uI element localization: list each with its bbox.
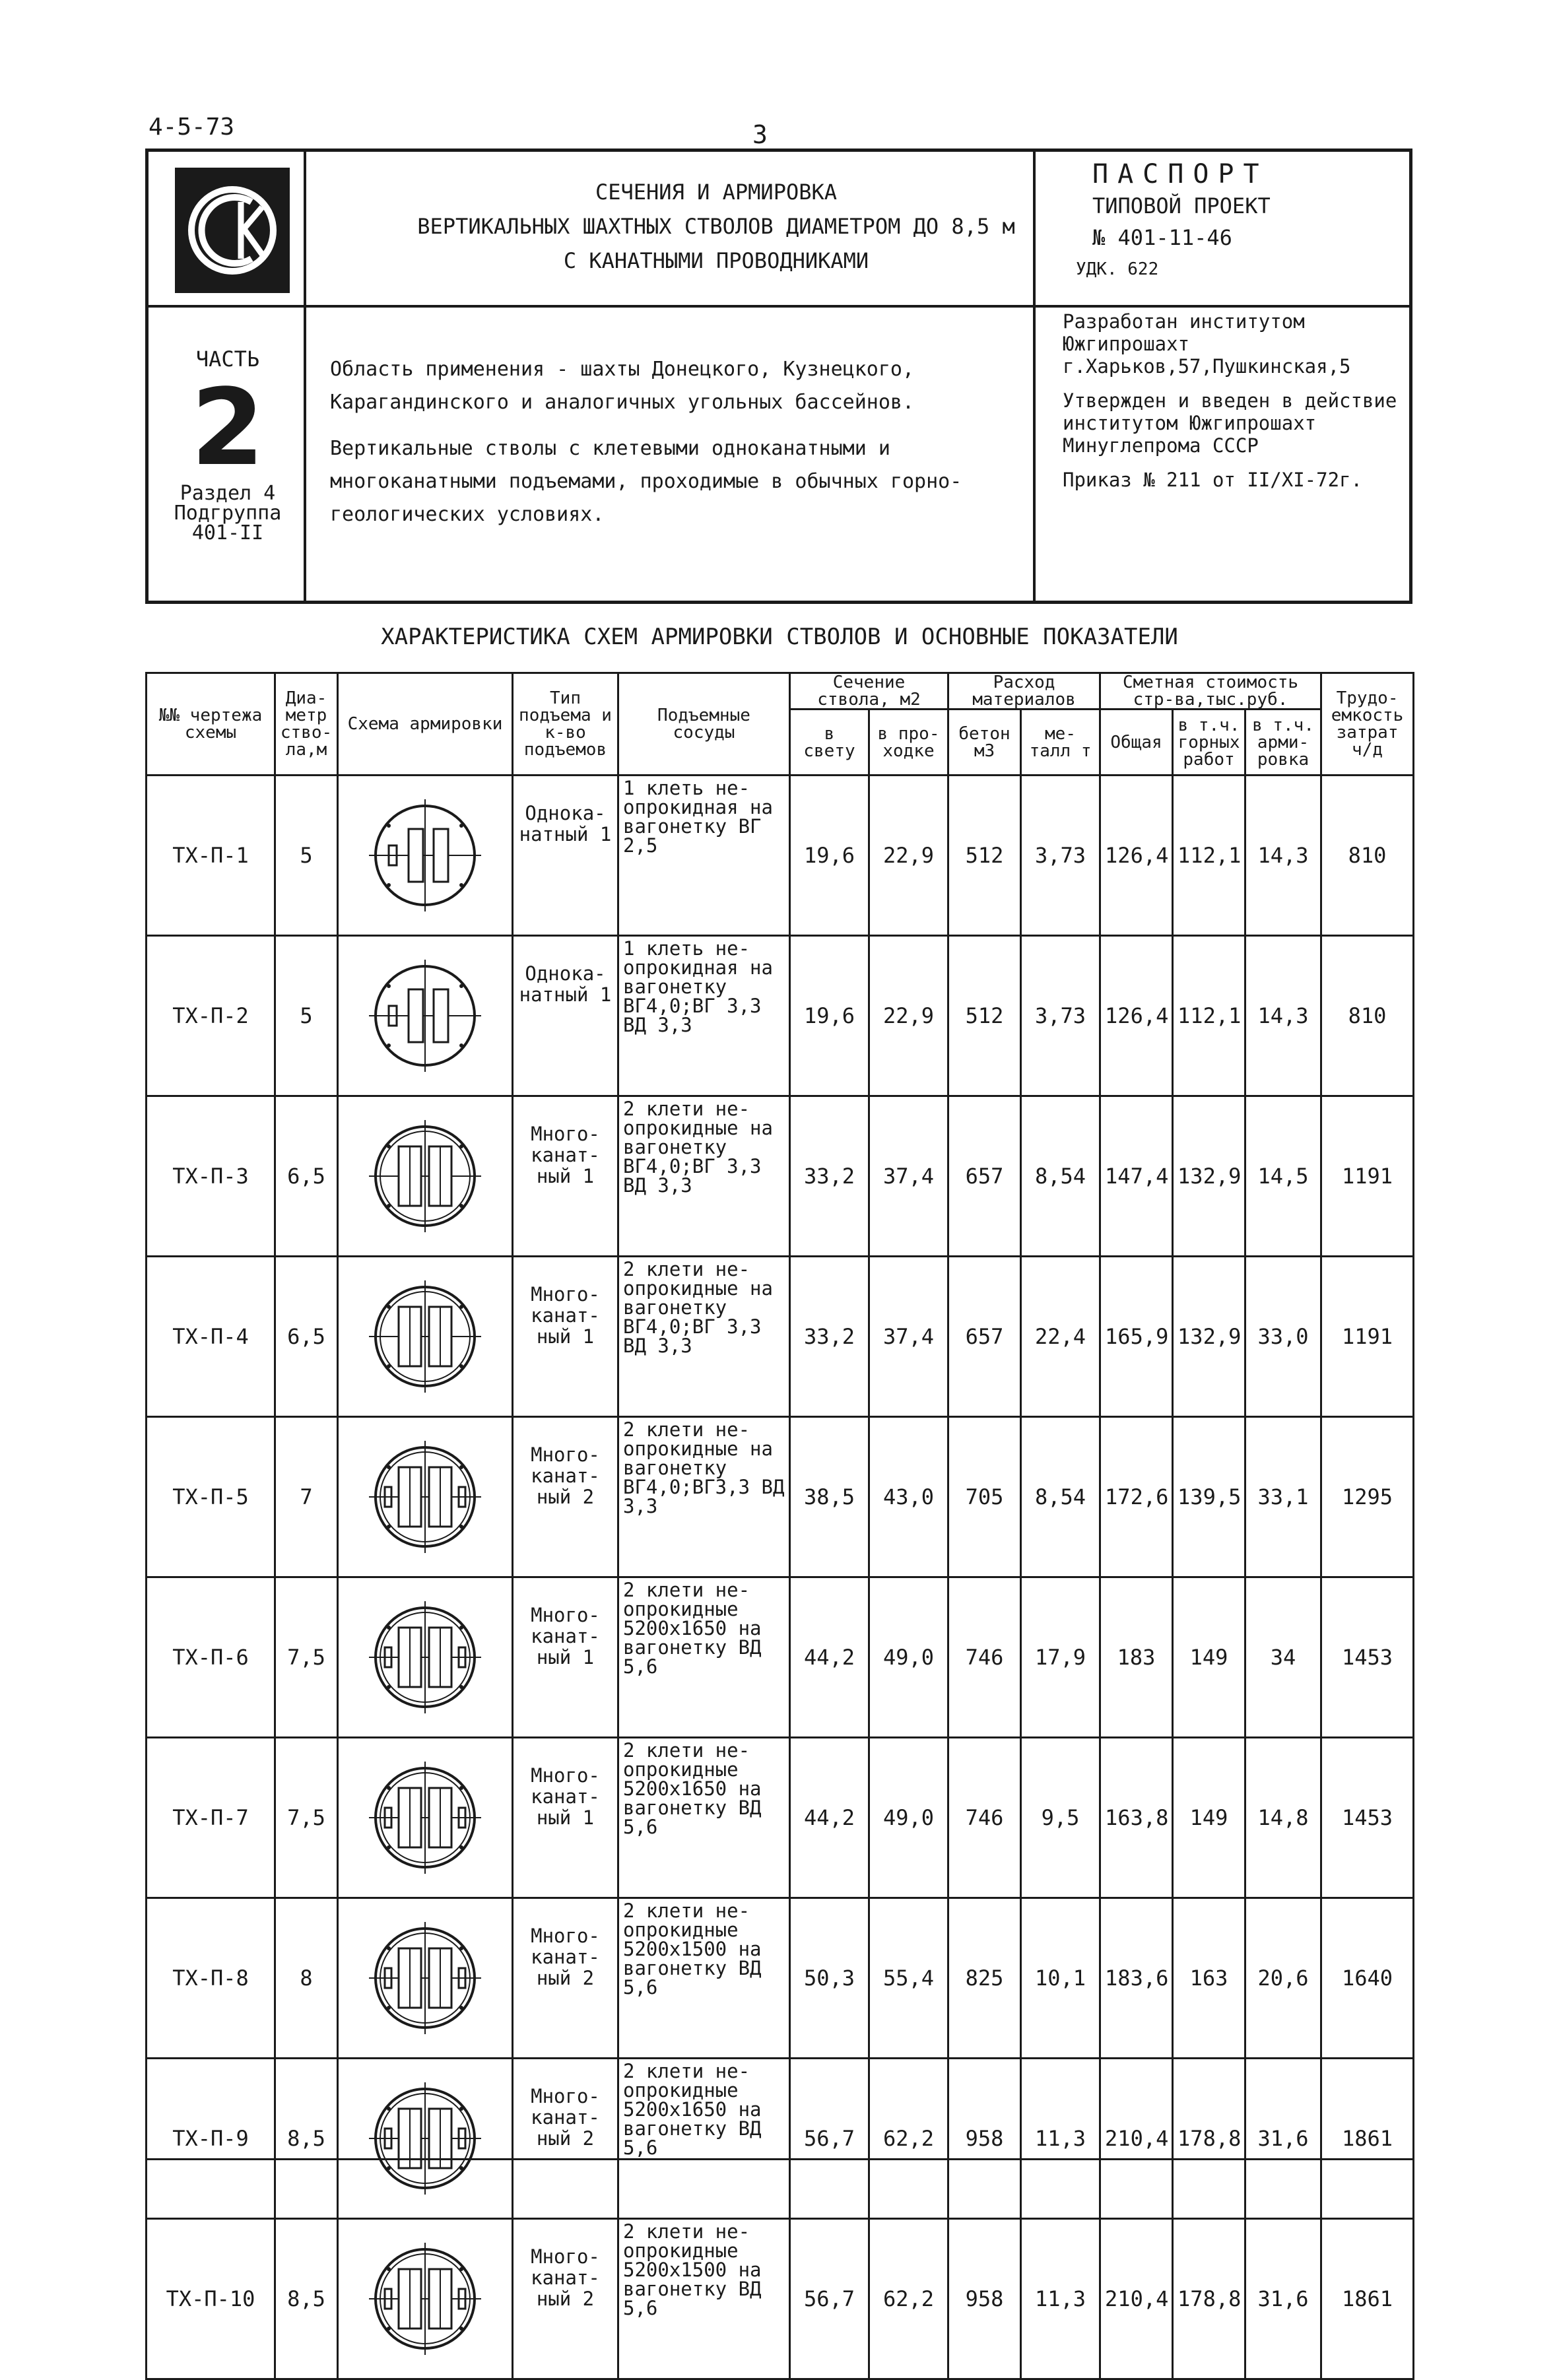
section-passage: 37,4: [869, 1096, 948, 1257]
metal-mass: 8,54: [1021, 1417, 1100, 1577]
table-row: [147, 1898, 1414, 2059]
labor-cost: 1861: [1321, 2219, 1414, 2379]
concrete-volume: 657: [948, 1096, 1021, 1257]
table-row: [147, 2059, 1414, 2219]
cost-armature: 31,6: [1245, 2059, 1321, 2219]
order-number: Приказ № 211 от II/XI-72г.: [1063, 469, 1362, 491]
hoist-vessels: 2 клети не- опрокидные на вагонетку ВГ4,0;ВГ3,3 ВД 3,3: [618, 1417, 790, 1577]
hoist-vessels: 1 клеть не- опрокидная на вагонетку ВГ 2,5: [618, 776, 790, 936]
armature-scheme: [338, 1417, 513, 1577]
document-code: 4-5-73: [149, 114, 235, 141]
shaft-cross-section-icon: [369, 799, 481, 911]
shaft-diameter: 7: [275, 1417, 338, 1577]
hoist-vessels: 2 клети не- опрокидные 5200х1500 на вагонетку ВД 5,6: [618, 1898, 790, 2059]
col-vessels: Подъемные сосуды: [618, 673, 790, 776]
armature-scheme: [338, 936, 513, 1096]
col-cost-total: Общая: [1100, 710, 1173, 776]
labor-cost: 1191: [1321, 1257, 1414, 1417]
hoist-type: Однока- натный 1: [513, 776, 618, 936]
section-passage: 49,0: [869, 1577, 948, 1738]
hoist-type: Много- канат- ный 1: [513, 1738, 618, 1898]
part-block: [149, 340, 307, 543]
armature-scheme: [338, 2059, 513, 2219]
hoist-type: Много- канат- ный 2: [513, 1898, 618, 2059]
section-clear: 56,7: [790, 2219, 869, 2379]
typical-project-label: ТИПОВОЙ ПРОЕКТ: [1092, 193, 1271, 218]
armature-scheme: [338, 1257, 513, 1417]
title-line-3: С КАНАТНЫМИ ПРОВОДНИКАМИ: [563, 248, 869, 273]
hoist-vessels: 2 клети не- опрокидные 5200х1650 на вагонетку ВД 5,6: [618, 1738, 790, 1898]
drawing-number: ТХ-П-5: [147, 1417, 275, 1577]
hoist-type: Много- канат- ный 2: [513, 2059, 618, 2219]
concrete-volume: 512: [948, 936, 1021, 1096]
drawing-number: ТХ-П-3: [147, 1096, 275, 1257]
cost-mining: 139,5: [1173, 1417, 1245, 1577]
shaft-schemes-table: [145, 672, 1414, 2380]
drawing-number: ТХ-П-7: [147, 1738, 275, 1898]
concrete-volume: 512: [948, 776, 1021, 936]
drawing-number: ТХ-П-9: [147, 2059, 275, 2219]
drawing-number: ТХ-П-8: [147, 1898, 275, 2059]
concrete-volume: 746: [948, 1577, 1021, 1738]
approved-by: Утвержден и введен в действие институтом Южгипрошахт Минуглепрома СССР: [1063, 389, 1397, 457]
armature-scheme: [338, 1577, 513, 1738]
col-materials: Расход материалов: [948, 673, 1100, 710]
concrete-volume: 958: [948, 2059, 1021, 2219]
cost-total: 147,4: [1100, 1096, 1173, 1257]
table-row: [147, 1096, 1414, 1257]
drawing-number: ТХ-П-10: [147, 2219, 275, 2379]
section-clear: 44,2: [790, 1738, 869, 1898]
hoist-type: Однока- натный 1: [513, 936, 618, 1096]
labor-cost: 1453: [1321, 1738, 1414, 1898]
scope-text: [330, 353, 1030, 545]
section-clear: 19,6: [790, 936, 869, 1096]
hoist-type: Много- канат- ный 2: [513, 1417, 618, 1577]
metal-mass: 3,73: [1021, 936, 1100, 1096]
armature-scheme: [338, 2219, 513, 2379]
table-row: [147, 2219, 1414, 2379]
cost-mining: 112,1: [1173, 936, 1245, 1096]
table-row: [147, 936, 1414, 1096]
labor-cost: 1640: [1321, 1898, 1414, 2059]
drawing-number: ТХ-П-1: [147, 776, 275, 936]
cost-mining: 163: [1173, 1898, 1245, 2059]
concrete-volume: 746: [948, 1738, 1021, 1898]
cost-armature: 20,6: [1245, 1898, 1321, 2059]
cost-total: 172,6: [1100, 1417, 1173, 1577]
col-labor: Трудо- емкость затрат ч/д: [1321, 673, 1414, 776]
shaft-diameter: 8: [275, 1898, 338, 2059]
col-cost-arm: в т.ч. арми- ровка: [1245, 710, 1321, 776]
subgroup-code: 401-II: [191, 521, 264, 545]
table-row: [147, 1738, 1414, 1898]
developed-by: Разработан институтом Южгипрошахт г.Харьков,57,Пушкинская,5: [1063, 310, 1351, 378]
title-line-2: ВЕРТИКАЛЬНЫХ ШАХТНЫХ СТВОЛОВ ДИАМЕТРОМ ДО 8,5 м: [417, 214, 1015, 239]
col-cost: Сметная стоимость стр-ва,тыс.руб.: [1100, 673, 1321, 710]
hoist-vessels: 2 клети не- опрокидные 5200х1500 на вагонетку ВД 5,6: [618, 2219, 790, 2379]
table-row: [147, 1577, 1414, 1738]
cost-mining: 149: [1173, 1577, 1245, 1738]
shaft-diameter: 5: [275, 776, 338, 936]
shaft-cross-section-icon: [369, 2243, 481, 2355]
metal-mass: 22,4: [1021, 1257, 1100, 1417]
page-number: 3: [752, 120, 768, 149]
shaft-cross-section-icon: [369, 1441, 481, 1553]
labor-cost: 1861: [1321, 2059, 1414, 2219]
institute-logo: [175, 168, 290, 293]
section-passage: 49,0: [869, 1738, 948, 1898]
scope-paragraph-1: Область применения - шахты Донецкого, Кузнецкого, Карагандинского и аналогичных угольных бассейнов.: [330, 358, 915, 414]
shaft-cross-section-icon: [369, 1280, 481, 1393]
hoist-type: Много- канат- ный 1: [513, 1577, 618, 1738]
cost-armature: 33,0: [1245, 1257, 1321, 1417]
hoist-type: Много- канат- ный 2: [513, 2219, 618, 2379]
cost-total: 126,4: [1100, 776, 1173, 936]
col-hoist: Тип подъема и к-во подъемов: [513, 673, 618, 776]
concrete-volume: 958: [948, 2219, 1021, 2379]
cost-total: 183,6: [1100, 1898, 1173, 2059]
document-title: [320, 175, 1112, 278]
shaft-cross-section-icon: [369, 1120, 481, 1232]
labor-cost: 1453: [1321, 1577, 1414, 1738]
section-clear: 38,5: [790, 1417, 869, 1577]
shaft-cross-section-icon: [369, 960, 481, 1072]
drawing-number: ТХ-П-6: [147, 1577, 275, 1738]
section-passage: 37,4: [869, 1257, 948, 1417]
cost-armature: 14,8: [1245, 1738, 1321, 1898]
section-passage: 62,2: [869, 2219, 948, 2379]
hoist-vessels: 2 клети не- опрокидные на вагонетку ВГ4,0;ВГ 3,3 ВД 3,3: [618, 1257, 790, 1417]
metal-mass: 11,3: [1021, 2219, 1100, 2379]
passport-block: [1046, 158, 1416, 285]
cost-total: 183: [1100, 1577, 1173, 1738]
section-passage: 22,9: [869, 936, 948, 1096]
col-section-clear: в свету: [790, 710, 869, 776]
labor-cost: 810: [1321, 776, 1414, 936]
part-number: 2: [191, 366, 265, 489]
cost-mining: 132,9: [1173, 1257, 1245, 1417]
project-number: № 401-11-46: [1092, 225, 1232, 250]
cost-armature: 34: [1245, 1577, 1321, 1738]
hoist-vessels: 2 клети не- опрокидные 5200х1650 на вагонетку ВД 5,6: [618, 1577, 790, 1738]
metal-mass: 9,5: [1021, 1738, 1100, 1898]
section-passage: 55,4: [869, 1898, 948, 2059]
table-row: [147, 776, 1414, 936]
cost-armature: 33,1: [1245, 1417, 1321, 1577]
table-title: ХАРАКТЕРИСТИКА СХЕМ АРМИРОВКИ СТВОЛОВ И ОСНОВНЫЕ ПОКАЗАТЕЛИ: [381, 624, 1178, 650]
col-scheme: Схема армировки: [338, 673, 513, 776]
col-concrete: бетон м3: [948, 710, 1021, 776]
udk-code: УДК. 622: [1076, 259, 1159, 279]
section-clear: 56,7: [790, 2059, 869, 2219]
section-clear: 19,6: [790, 776, 869, 936]
section-clear: 33,2: [790, 1096, 869, 1257]
cost-total: 126,4: [1100, 936, 1173, 1096]
metal-mass: 8,54: [1021, 1096, 1100, 1257]
col-cost-mining: в т.ч. горных работ: [1173, 710, 1245, 776]
shaft-diameter: 5: [275, 936, 338, 1096]
cost-armature: 31,6: [1245, 2219, 1321, 2379]
cost-total: 210,4: [1100, 2059, 1173, 2219]
part-label: ЧАСТЬ: [195, 347, 260, 372]
labor-cost: 1295: [1321, 1417, 1414, 1577]
section-clear: 44,2: [790, 1577, 869, 1738]
hoist-vessels: 2 клети не- опрокидные на вагонетку ВГ4,0;ВГ 3,3 ВД 3,3: [618, 1096, 790, 1257]
shaft-cross-section-icon: [369, 2082, 481, 2195]
table-row: [147, 1257, 1414, 1417]
section-clear: 50,3: [790, 1898, 869, 2059]
table-row: [147, 1417, 1414, 1577]
shaft-cross-section-icon: [369, 1922, 481, 2034]
cost-total: 165,9: [1100, 1257, 1173, 1417]
cost-mining: 112,1: [1173, 776, 1245, 936]
concrete-volume: 705: [948, 1417, 1021, 1577]
cost-mining: 178,8: [1173, 2219, 1245, 2379]
page-bottom-rule: [145, 2158, 1412, 2160]
cost-armature: 14,3: [1245, 936, 1321, 1096]
cost-mining: 149: [1173, 1738, 1245, 1898]
hoist-type: Много- канат- ный 1: [513, 1257, 618, 1417]
section-passage: 43,0: [869, 1417, 948, 1577]
labor-cost: 1191: [1321, 1096, 1414, 1257]
shaft-diameter: 7,5: [275, 1577, 338, 1738]
shaft-cross-section-icon: [369, 1762, 481, 1874]
hoist-vessels: 1 клеть не- опрокидная на вагонетку ВГ4,0;ВГ 3,3 ВД 3,3: [618, 936, 790, 1096]
cost-armature: 14,5: [1245, 1096, 1321, 1257]
col-metal: ме- талл т: [1021, 710, 1100, 776]
cost-total: 210,4: [1100, 2219, 1173, 2379]
concrete-volume: 657: [948, 1257, 1021, 1417]
section-clear: 33,2: [790, 1257, 869, 1417]
shaft-diameter: 6,5: [275, 1257, 338, 1417]
section-passage: 62,2: [869, 2059, 948, 2219]
metal-mass: 10,1: [1021, 1898, 1100, 2059]
armature-scheme: [338, 1898, 513, 2059]
armature-scheme: [338, 1738, 513, 1898]
labor-cost: 810: [1321, 936, 1414, 1096]
col-diameter: Диа- метр ство- ла,м: [275, 673, 338, 776]
metal-mass: 11,3: [1021, 2059, 1100, 2219]
cost-mining: 132,9: [1173, 1096, 1245, 1257]
hoist-vessels: 2 клети не- опрокидные 5200х1650 на вагонетку ВД 5,6: [618, 2059, 790, 2219]
armature-scheme: [338, 1096, 513, 1257]
title-line-1: СЕЧЕНИЯ И АРМИРОВКА: [595, 180, 838, 205]
header-block: [145, 149, 1412, 604]
drawing-number: ТХ-П-4: [147, 1257, 275, 1417]
shaft-diameter: 8,5: [275, 2219, 338, 2379]
shaft-cross-section-icon: [369, 1601, 481, 1713]
shaft-diameter: 6,5: [275, 1096, 338, 1257]
passport-label: ПАСПОРТ: [1092, 159, 1269, 189]
cost-total: 163,8: [1100, 1738, 1173, 1898]
armature-scheme: [338, 776, 513, 936]
cost-armature: 14,3: [1245, 776, 1321, 936]
shaft-diameter: 8,5: [275, 2059, 338, 2219]
metal-mass: 17,9: [1021, 1577, 1100, 1738]
subgroup-label: Подгруппа: [174, 502, 282, 525]
cost-mining: 178,8: [1173, 2059, 1245, 2219]
shaft-diameter: 7,5: [275, 1738, 338, 1898]
concrete-volume: 825: [948, 1898, 1021, 2059]
approval-block: [1063, 310, 1419, 503]
section-label: Раздел 4: [180, 482, 276, 505]
hoist-type: Много- канат- ный 1: [513, 1096, 618, 1257]
metal-mass: 3,73: [1021, 776, 1100, 936]
col-section-passage: в про- ходке: [869, 710, 948, 776]
col-drawing: №№ чертежа схемы: [147, 673, 275, 776]
drawing-number: ТХ-П-2: [147, 936, 275, 1096]
section-passage: 22,9: [869, 776, 948, 936]
scope-paragraph-2: Вертикальные стволы с клетевыми одноканатными и многоканатными подъемами, проходимые в обычных горно-геологических условиях.: [330, 437, 962, 526]
col-section: Сечение ствола, м2: [790, 673, 948, 710]
